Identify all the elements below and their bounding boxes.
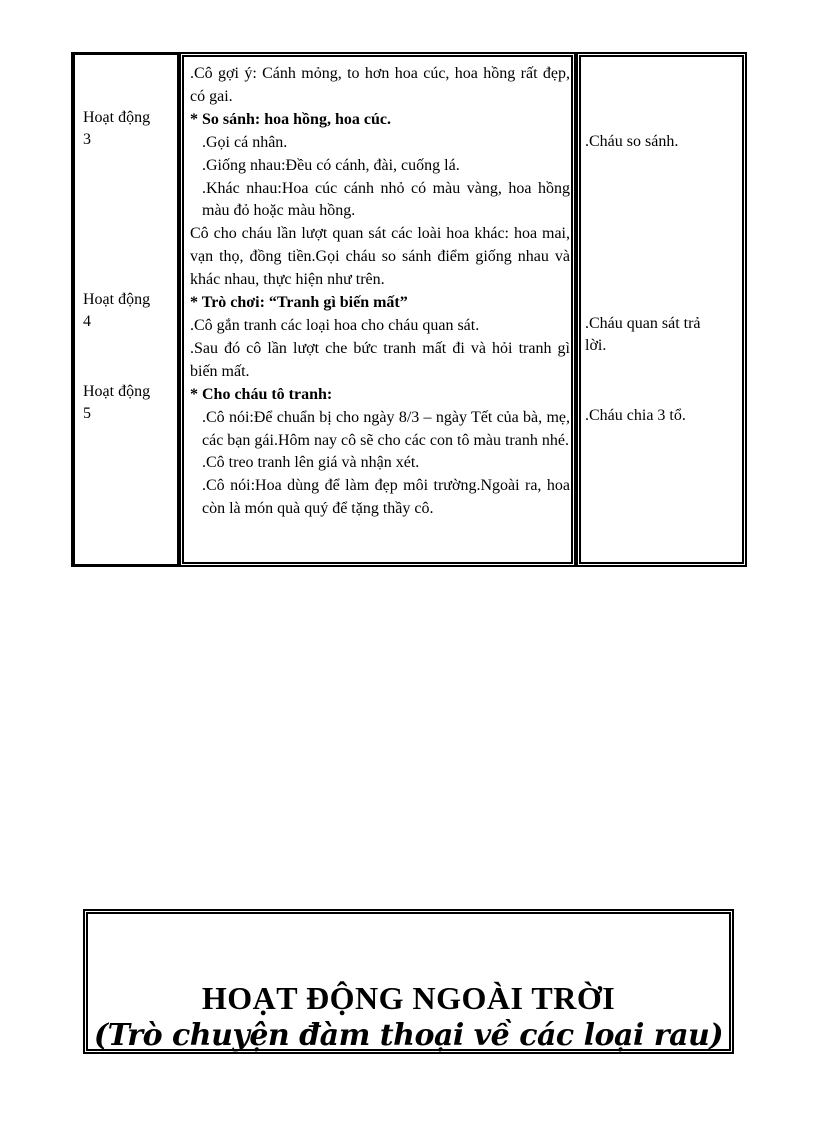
activity-label-4: Hoạt động 4 [83,291,151,330]
lesson-table [71,52,747,567]
content-text [190,63,570,521]
banner-subtitle: (Trò chuyện đàm thoại về các loại rau) [93,1018,724,1053]
section-heading-game: * Trò chơi: “Tranh gì biến mất” [190,294,408,312]
content-line: .Cô treo tranh lên giá và nhận xét. [202,454,420,472]
banner-title: HOẠT ĐỘNG NGOÀI TRỜI [201,980,616,1016]
content-line: Cô cho cháu lần lượt quan sát các loài hoa khác: hoa mai, vạn thọ, đồng tiền.Gọi cháu so sánh điểm giống nhau và khác nhau, thực hiện như trên. [190,225,570,289]
section-heading-coloring: * Cho cháu tô tranh: [190,385,333,403]
content-line: .Gọi cá nhân. [202,133,288,151]
content-line: .Sau đó cô lần lượt che bức tranh mất đi và hỏi tranh gì biến mất. [190,339,570,380]
content-line: .Khác nhau:Hoa cúc cánh nhỏ có màu vàng, hoa hồng màu đỏ hoặc màu hồng. [202,179,570,220]
response-column [576,52,747,567]
content-line: .Giống nhau:Đều có cánh, đài, cuống lá. [202,156,460,174]
response-compare: .Cháu so sánh. [585,133,679,150]
activity-label-3: Hoạt động 3 [83,109,151,148]
content-column [179,52,576,567]
activity-label-5: Hoạt động 5 [83,383,151,422]
response-groups: .Cháu chia 3 tổ. [585,407,686,424]
content-line: .Cô nói:Để chuẩn bị cho ngày 8/3 – ngày Tết của bà, mẹ, các bạn gái.Hôm nay cô sẽ cho các con tô màu tranh nhé. [202,408,570,449]
section-heading-compare: * So sánh: hoa hồng, hoa cúc. [190,110,391,128]
content-line: .Cô gợi ý: Cánh mỏng, to hơn hoa cúc, hoa hồng rất đẹp, có gai. [190,65,570,105]
response-observe: .Cháu quan sát trả lời. [585,315,701,354]
content-line: .Cô gắn tranh các loại hoa cho cháu quan sát. [190,316,480,334]
content-line: .Cô nói:Hoa dùng để làm đẹp môi trường.Ngoài ra, hoa còn là món quà quý để tặng thầy cô. [202,477,570,518]
section-banner [83,909,734,1054]
activity-column [71,52,179,567]
